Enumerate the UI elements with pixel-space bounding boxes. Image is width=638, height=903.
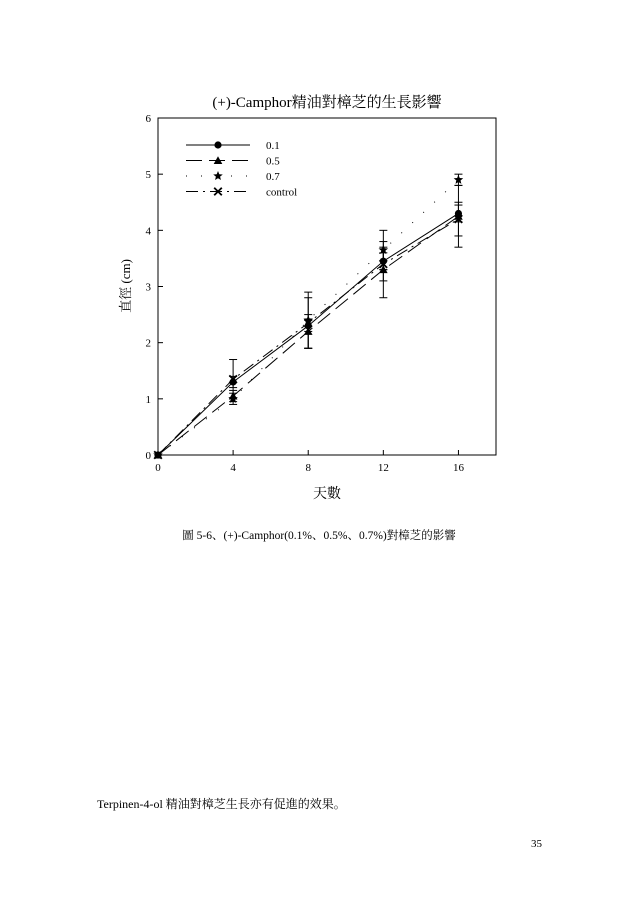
body-paragraph: Terpinen-4-ol 精油對樟芝生長亦有促進的效果。	[97, 797, 346, 811]
legend-entry	[186, 171, 280, 183]
legend-label: 0.1	[266, 140, 280, 152]
plot-frame	[158, 118, 496, 455]
x-tick-label: 4	[230, 462, 236, 474]
legend-label: 0.7	[266, 171, 280, 183]
x-tick-label: 12	[377, 462, 389, 474]
y-tick-label: 1	[145, 393, 151, 406]
legend	[186, 140, 297, 199]
y-tick-label: 0	[145, 450, 151, 462]
legend-label: control	[266, 186, 298, 199]
page-number: 35	[531, 838, 542, 850]
legend-marker	[214, 141, 221, 148]
y-tick-label: 4	[145, 225, 151, 238]
y-tick-label: 2	[145, 337, 151, 350]
y-tick-label: 5	[145, 169, 151, 182]
legend-entry	[186, 187, 297, 199]
figure-caption: 圖 5-6、(+)-Camphor(0.1%、0.5%、0.7%)對樟芝的影響	[182, 530, 456, 542]
x-tick-label: 0	[155, 462, 161, 474]
legend-label: 0.5	[266, 155, 280, 168]
chart-title: (+)-Camphor精油對樟芝的生長影響	[212, 95, 442, 111]
y-tick-label: 3	[145, 281, 151, 294]
legend-marker	[213, 171, 223, 180]
x-tick-label: 16	[452, 462, 464, 474]
y-tick-label: 6	[145, 113, 151, 125]
x-tick-label: 8	[305, 462, 311, 474]
series-layer	[153, 174, 463, 459]
x-axis-label: 天數	[313, 486, 341, 502]
y-axis-label: 直徑 (cm)	[118, 259, 133, 313]
legend-entry	[186, 156, 280, 168]
legend-entry	[186, 140, 280, 152]
